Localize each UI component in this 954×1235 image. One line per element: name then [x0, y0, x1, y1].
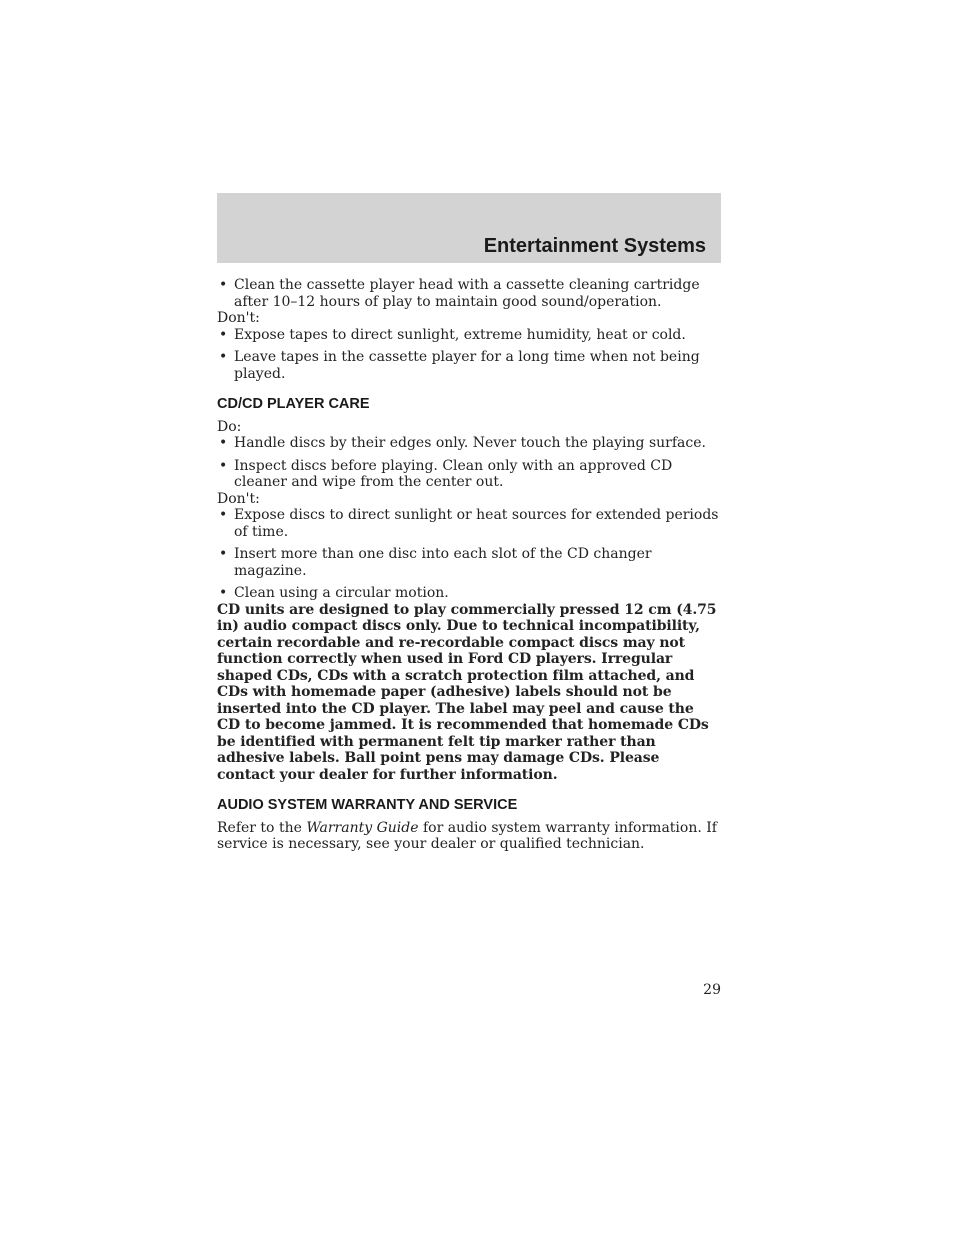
- section-header-band: [217, 193, 721, 263]
- dont-label: Don't:: [217, 310, 260, 326]
- list-item: • Expose tapes to direct sunlight, extreme humidity, heat or cold.: [217, 327, 721, 344]
- page-number: 29: [703, 982, 721, 998]
- list-item: • Handle discs by their edges only. Never touch the playing surface.: [217, 435, 721, 452]
- list-item: • Insert more than one disc into each slot of the CD changer magazine.: [217, 546, 721, 579]
- cd-do-list: [217, 435, 721, 491]
- page-content: [217, 277, 721, 853]
- list-item: • Leave tapes in the cassette player for a long time when not being played.: [217, 349, 721, 382]
- warranty-heading: AUDIO SYSTEM WARRANTY AND SERVICE: [217, 797, 518, 813]
- list-item: • Clean using a circular motion.: [217, 585, 721, 602]
- dont-label: Don't:: [217, 490, 260, 507]
- cd-care-heading: CD/CD PLAYER CARE: [217, 396, 370, 412]
- list-item: • Clean the cassette player head with a cassette cleaning cartridge after 10–12 hours of play to maintain good sound/operation.: [217, 277, 721, 310]
- list-item: • Inspect discs before playing. Clean only with an approved CD cleaner and wipe from the center out.: [217, 458, 721, 491]
- cassette-do-list: [217, 277, 721, 310]
- warranty-guide-title: Warranty Guide: [306, 819, 419, 836]
- cassette-dont-list: [217, 327, 721, 383]
- cd-dont-list: [217, 507, 721, 602]
- cd-warning-paragraph: CD units are designed to play commercially pressed 12 cm (4.75 in) audio compact discs only. Due to technical incompatibility, certain recordable and re-recordable compact discs may not function correctly when used in Ford CD players. Irregular shaped CDs, CDs with a scratch protection film attached, and CDs with homemade paper (adhesive) labels should not be inserted into the CD player. The label may peel and cause the CD to become jammed. It is recommended that homemade CDs be identified with permanent felt tip marker rather than adhesive labels. Ball point pens may damage CDs. Please contact your dealer for further information.: [217, 601, 717, 783]
- do-label: Do:: [217, 418, 242, 435]
- warranty-text-before: Refer to the: [217, 819, 307, 836]
- warranty-paragraph: [217, 820, 721, 853]
- list-item: • Expose discs to direct sunlight or heat sources for extended periods of time.: [217, 507, 721, 540]
- warranty-text-after: for audio system warranty information. If service is necessary, see your dealer or qualified technician.: [217, 819, 717, 852]
- section-title: Entertainment Systems: [483, 235, 706, 257]
